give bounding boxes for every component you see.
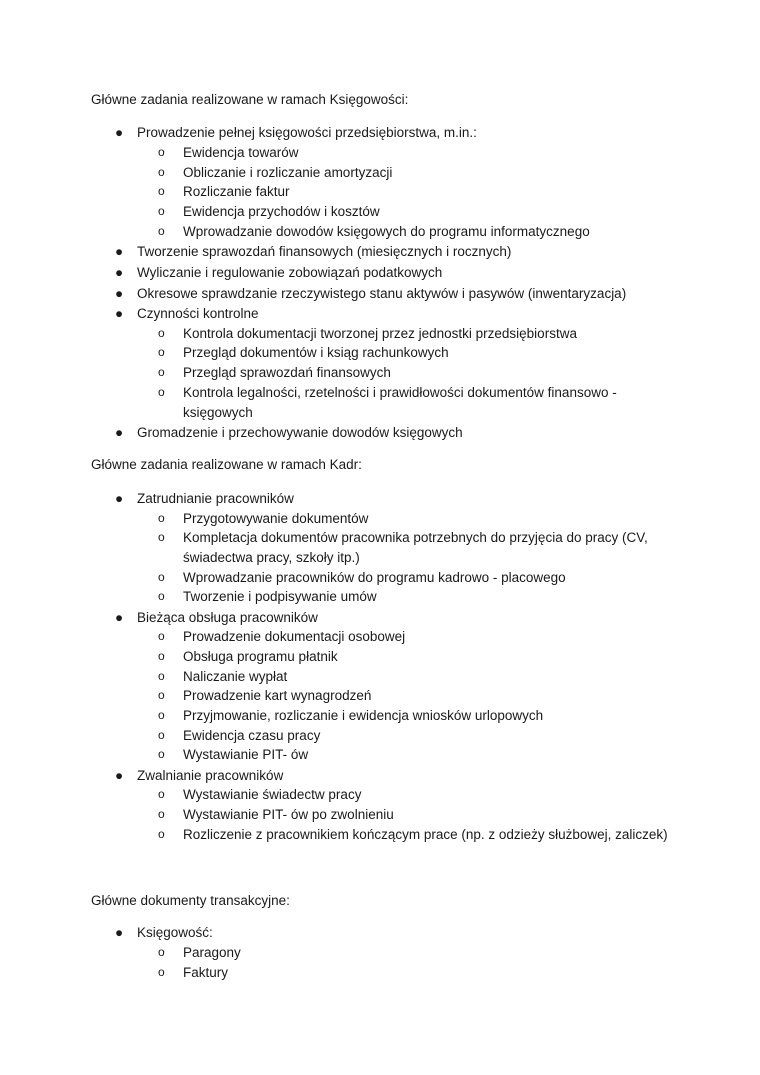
circle-bullet-icon: o bbox=[158, 165, 165, 179]
circle-bullet-icon: o bbox=[158, 224, 165, 238]
circle-bullet-icon: o bbox=[158, 965, 165, 979]
circle-bullet-icon: o bbox=[158, 365, 165, 379]
circle-bullet-icon: o bbox=[158, 345, 165, 359]
bullet-icon: ● bbox=[115, 244, 124, 259]
circle-bullet-icon: o bbox=[158, 385, 165, 399]
bullet-icon: ● bbox=[115, 425, 124, 440]
bullet-icon: ● bbox=[115, 491, 124, 506]
circle-bullet-icon: o bbox=[158, 747, 165, 761]
bullet-icon: ● bbox=[115, 125, 124, 140]
circle-bullet-icon: o bbox=[158, 145, 165, 159]
circle-bullet-icon: o bbox=[158, 326, 165, 340]
section-heading-dokumenty: Główne dokumenty transakcyjne: bbox=[91, 893, 290, 908]
circle-bullet-icon: o bbox=[158, 204, 165, 218]
bullet-icon: ● bbox=[115, 265, 124, 280]
circle-bullet-icon: o bbox=[158, 589, 165, 603]
circle-bullet-icon: o bbox=[158, 688, 165, 702]
circle-bullet-icon: o bbox=[158, 669, 165, 683]
circle-bullet-icon: o bbox=[158, 570, 165, 584]
circle-bullet-icon: o bbox=[158, 629, 165, 643]
circle-bullet-icon: o bbox=[158, 945, 165, 959]
circle-bullet-icon: o bbox=[158, 807, 165, 821]
circle-bullet-icon: o bbox=[158, 787, 165, 801]
circle-bullet-icon: o bbox=[158, 649, 165, 663]
circle-bullet-icon: o bbox=[158, 184, 165, 198]
circle-bullet-icon: o bbox=[158, 530, 165, 544]
bullet-icon: ● bbox=[115, 286, 124, 301]
bullet-icon: ● bbox=[115, 768, 124, 783]
circle-bullet-icon: o bbox=[158, 708, 165, 722]
bullet-icon: ● bbox=[115, 925, 124, 940]
section-heading-kadry: Główne zadania realizowane w ramach Kadr: bbox=[91, 457, 362, 472]
bullet-icon: ● bbox=[115, 610, 124, 625]
bullet-icon: ● bbox=[115, 306, 124, 321]
circle-bullet-icon: o bbox=[158, 728, 165, 742]
section-heading-ksiegowosc: Główne zadania realizowane w ramach Księgowości: bbox=[91, 92, 409, 107]
circle-bullet-icon: o bbox=[158, 827, 165, 841]
circle-bullet-icon: o bbox=[158, 511, 165, 525]
